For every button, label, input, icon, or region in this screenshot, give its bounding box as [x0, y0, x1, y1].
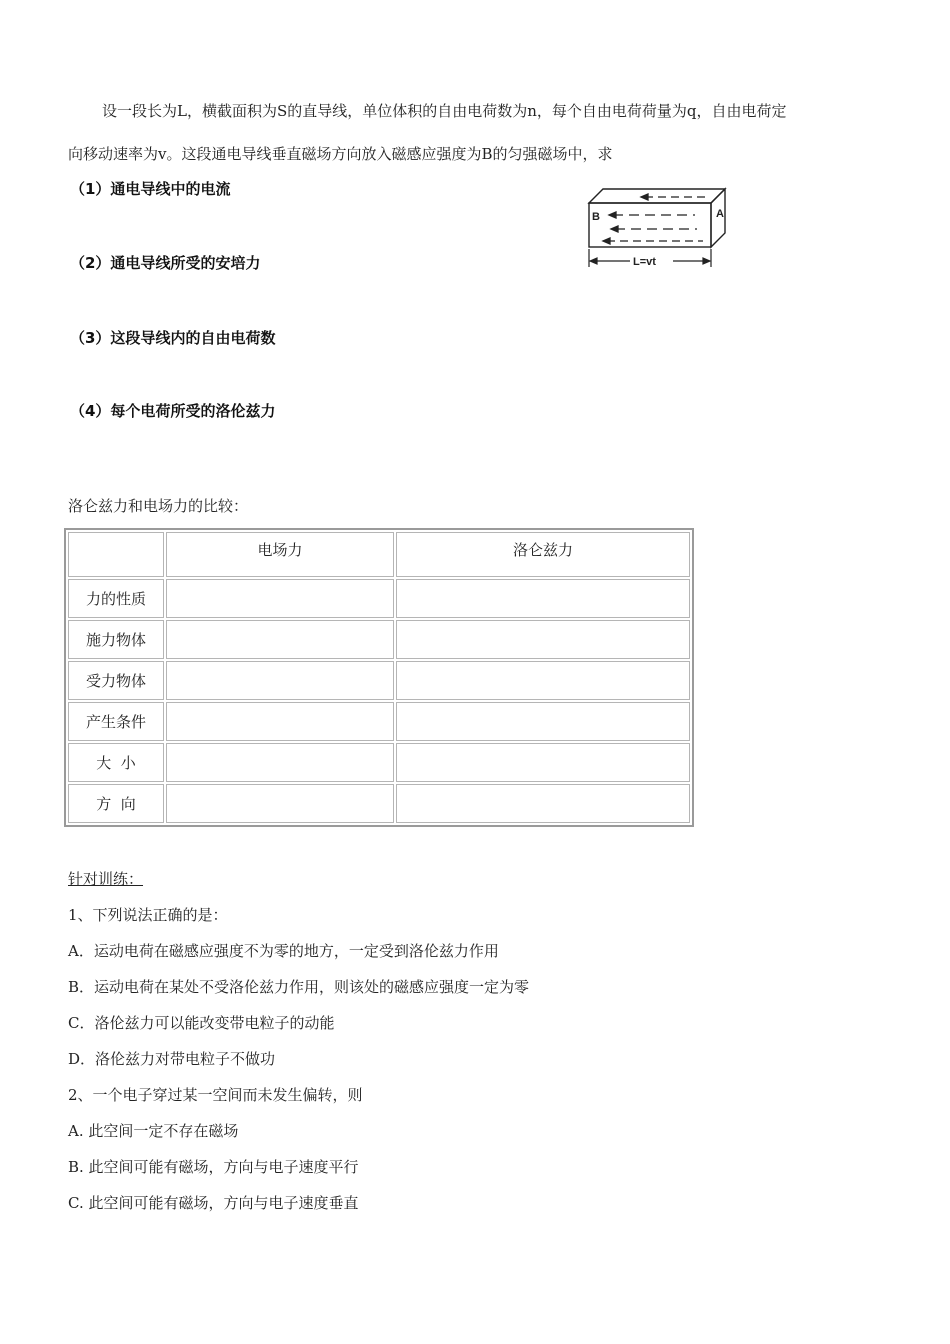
row-label: 大 小: [68, 743, 164, 782]
table-cell: [166, 579, 394, 618]
table-row: [68, 702, 690, 741]
comparison-table: [64, 528, 694, 827]
table-cell: [396, 743, 690, 782]
label-a: A: [716, 208, 724, 220]
row-label: 产生条件: [68, 702, 164, 741]
box-top-face: [589, 189, 725, 203]
table-cell: [166, 743, 394, 782]
table-cell: [396, 784, 690, 823]
q1-option-c: C．洛伦兹力可以能改变带电粒子的动能: [68, 1014, 335, 1032]
comparison-heading: 洛仑兹力和电场力的比较：: [68, 497, 249, 515]
table-header-row: [68, 532, 690, 577]
table-cell: [396, 702, 690, 741]
table-row: [68, 743, 690, 782]
q1-option-d: D．洛伦兹力对带电粒子不做功: [68, 1050, 276, 1068]
table-cell: [396, 661, 690, 700]
question-4: （4）每个电荷所受的洛伦兹力: [70, 402, 276, 420]
table-cell: [166, 702, 394, 741]
label-b: B: [592, 211, 600, 223]
table-row: [68, 661, 690, 700]
header-cell-lorentz-force: 洛仑兹力: [396, 532, 690, 577]
q1-option-a: A．运动电荷在磁感应强度不为零的地方，一定受到洛伦兹力作用: [68, 942, 499, 960]
length-label: L=vt: [633, 256, 656, 268]
question-1: （1）通电导线中的电流: [70, 180, 231, 198]
practice-heading: 针对训练：: [68, 870, 144, 888]
header-cell-electric-force: 电场力: [166, 532, 394, 577]
table-cell: [166, 661, 394, 700]
table-cell: [396, 620, 690, 659]
intro-line-1: 设一段长为L，横截面积为S的直导线，单位体积的自由电荷数为n，每个自由电荷荷量为q，自由电荷定: [102, 102, 787, 120]
row-label: 方 向: [68, 784, 164, 823]
q2-stem: 2、一个电子穿过某一空间而未发生偏转，则: [68, 1086, 363, 1104]
table-row: [68, 784, 690, 823]
table-cell: [396, 579, 690, 618]
q2-option-b: B. 此空间可能有磁场，方向与电子速度平行: [68, 1158, 359, 1176]
q1-stem: 1、下列说法正确的是：: [68, 906, 228, 924]
q2-option-a: A. 此空间一定不存在磁场: [68, 1122, 239, 1140]
row-label: 受力物体: [68, 661, 164, 700]
table-cell: [166, 620, 394, 659]
row-label: 施力物体: [68, 620, 164, 659]
question-3: （3）这段导线内的自由电荷数: [70, 329, 276, 347]
wire-segment-figure: [585, 185, 730, 270]
header-cell-empty: [68, 532, 164, 577]
table-cell: [166, 784, 394, 823]
q2-option-c: C. 此空间可能有磁场，方向与电子速度垂直: [68, 1194, 359, 1212]
charge-arrows: [603, 194, 705, 244]
intro-line-2: 向移动速率为v。这段通电导线垂直磁场方向放入磁感应强度为B的匀强磁场中，求: [68, 145, 613, 163]
question-2: （2）通电导线所受的安培力: [70, 254, 261, 272]
row-label: 力的性质: [68, 579, 164, 618]
table-row: [68, 620, 690, 659]
q1-option-b: B．运动电荷在某处不受洛伦兹力作用，则该处的磁感应强度一定为零: [68, 978, 530, 996]
table-row: [68, 579, 690, 618]
